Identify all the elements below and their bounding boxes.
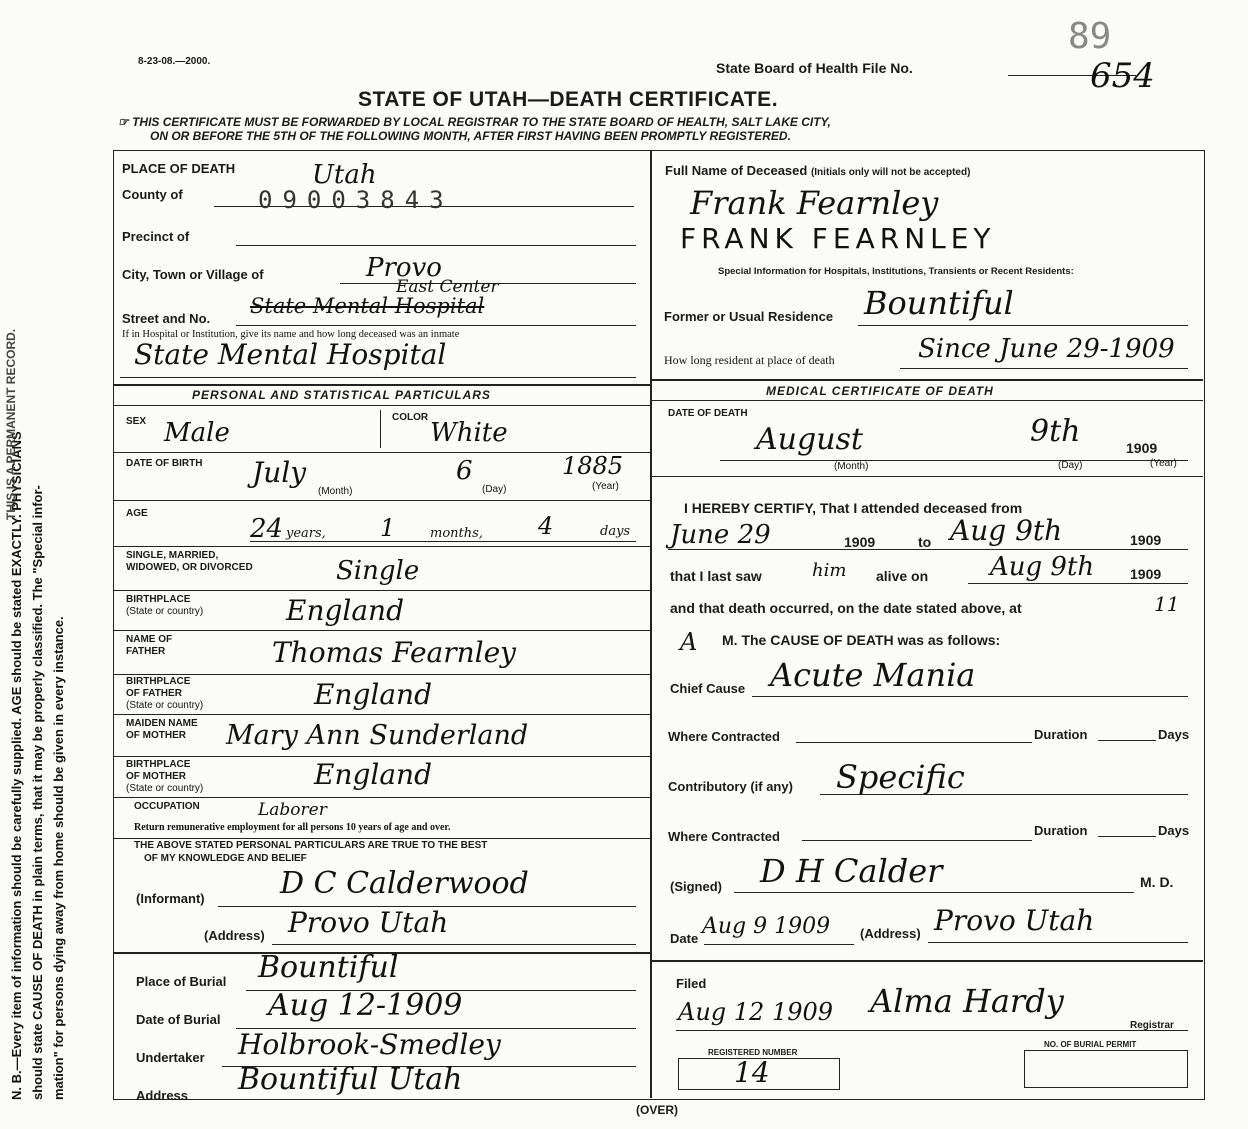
death-occurred-text: and that death occurred, on the date stated above, at bbox=[670, 600, 1022, 616]
death-year-caption: (Year) bbox=[1150, 458, 1177, 469]
attended-to-value: Aug 9th bbox=[950, 514, 1063, 547]
registrar-label: Registrar bbox=[1130, 1020, 1174, 1031]
mother-bp-label-1: BIRTHPLACE bbox=[126, 759, 191, 770]
institution-value: State Mental Hospital bbox=[134, 338, 447, 371]
personal-heading: PERSONAL AND STATISTICAL PARTICULARS bbox=[192, 388, 491, 402]
mother-bp-value: England bbox=[314, 758, 433, 791]
death-day-caption: (Day) bbox=[1058, 460, 1083, 471]
death-year-value: 1909 bbox=[1126, 440, 1158, 456]
cert-address-value: Provo Utah bbox=[934, 904, 1095, 937]
informant-address-value: Provo Utah bbox=[288, 906, 449, 939]
where-contracted-1-label: Where Contracted bbox=[668, 729, 780, 744]
occupation-note: Return remunerative employment for all persons 10 years of age and over. bbox=[134, 822, 451, 833]
days-1-label: Days bbox=[1158, 727, 1190, 742]
dob-year-caption: (Year) bbox=[592, 481, 619, 492]
attended-to-year: 1909 bbox=[1130, 532, 1162, 548]
father-bp-label-1: BIRTHPLACE bbox=[126, 676, 191, 687]
duration-1-label: Duration bbox=[1034, 727, 1088, 742]
reg-number-label: REGISTERED NUMBER bbox=[708, 1048, 798, 1057]
color-value: White bbox=[430, 418, 508, 448]
deceased-name-label: Full Name of Deceased (Initials only will not be accepted) bbox=[665, 163, 971, 178]
deceased-name-written: Frank Fearnley bbox=[690, 184, 939, 222]
contributory-value: Specific bbox=[836, 758, 965, 796]
margin-instructions bbox=[6, 431, 69, 1100]
reg-number-value: 14 bbox=[734, 1056, 770, 1089]
instruction-line-2: ON OR BEFORE THE 5TH OF THE FOLLOWING MONTH, AFTER FIRST HAVING BEEN PROMPTLY REGISTERED. bbox=[150, 129, 791, 143]
sex-label: SEX bbox=[126, 416, 147, 427]
chief-cause-label: Chief Cause bbox=[670, 681, 746, 696]
birthplace-label-2: (State or country) bbox=[126, 606, 204, 617]
burial-date-value: Aug 12-1909 bbox=[268, 988, 463, 1023]
birthplace-value: England bbox=[286, 594, 405, 627]
father-label-2: FATHER bbox=[126, 646, 166, 657]
instruction-line-1: ☞ THIS CERTIFICATE MUST BE FORWARDED BY LOCAL REGISTRAR TO THE STATE BOARD OF HEALTH, SALT LAKE CITY, bbox=[118, 115, 831, 129]
alive-on-label: alive on bbox=[876, 568, 929, 584]
occupation-value: Laborer bbox=[258, 800, 327, 820]
former-residence-label: Former or Usual Residence bbox=[664, 309, 834, 324]
last-saw-year: 1909 bbox=[1130, 566, 1162, 582]
to-label: to bbox=[918, 534, 932, 550]
age-days: 4 bbox=[538, 512, 554, 540]
father-value: Thomas Fearnley bbox=[272, 636, 517, 669]
undertaker-address-value: Bountiful Utah bbox=[238, 1062, 463, 1097]
page-stamp: 89 bbox=[1068, 16, 1112, 57]
attest-line-1: THE ABOVE STATED PERSONAL PARTICULARS ARE TRUE TO THE BEST bbox=[134, 840, 488, 851]
father-bp-value: England bbox=[314, 678, 433, 711]
certify-text: I HEREBY CERTIFY, That I attended deceased from bbox=[684, 500, 1023, 516]
street-label: Street and No. bbox=[122, 311, 211, 326]
death-hour-value: 11 bbox=[1154, 592, 1180, 616]
death-month-caption: (Month) bbox=[834, 461, 869, 472]
age-months: 1 bbox=[380, 514, 396, 542]
inmate-note: If in Hospital or Institution, give its name and how long deceased was an inmate bbox=[122, 329, 460, 340]
attended-from-year: 1909 bbox=[844, 534, 876, 550]
undertaker-label: Undertaker bbox=[136, 1050, 205, 1065]
file-no-value: 654 bbox=[1090, 56, 1155, 96]
signed-value: D H Calder bbox=[760, 852, 943, 890]
days-2-label: Days bbox=[1158, 823, 1190, 838]
last-saw-label: that I last saw bbox=[670, 568, 762, 584]
street-value: State Mental Hospital bbox=[250, 294, 485, 318]
precinct-label: Precinct of bbox=[122, 229, 190, 244]
color-label: COLOR bbox=[392, 412, 429, 423]
chief-cause-value: Acute Mania bbox=[770, 656, 976, 694]
medical-heading: MEDICAL CERTIFICATE OF DEATH bbox=[766, 384, 994, 398]
cert-address-label: (Address) bbox=[860, 926, 921, 941]
last-saw-pronoun: him bbox=[812, 560, 847, 581]
age-months-caption: months, bbox=[430, 526, 483, 541]
mother-label-2: OF MOTHER bbox=[126, 730, 186, 741]
age-years-caption: years, bbox=[286, 526, 326, 541]
margin-line-1: N. B.—Every item of information should be carefully supplied. AGE should be stated EXACTLY. PHYSICIANS bbox=[9, 431, 24, 1100]
dob-month-caption: (Month) bbox=[318, 486, 353, 497]
stamp-number: 09003843 bbox=[258, 186, 454, 214]
age-days-caption: days bbox=[600, 524, 631, 539]
father-bp-label-3: (State or country) bbox=[126, 700, 204, 711]
dob-label: DATE OF BIRTH bbox=[126, 458, 203, 469]
mother-bp-label-2: OF MOTHER bbox=[126, 771, 186, 782]
informant-value: D C Calderwood bbox=[280, 866, 529, 901]
duration-2-label: Duration bbox=[1034, 823, 1088, 838]
street-correction: East Center bbox=[396, 277, 499, 297]
where-contracted-2-label: Where Contracted bbox=[668, 829, 780, 844]
death-meridiem-value: A bbox=[680, 628, 698, 656]
cert-date-value: Aug 9 1909 bbox=[702, 914, 831, 939]
burial-place-value: Bountiful bbox=[258, 950, 399, 985]
filed-label: Filed bbox=[676, 976, 707, 991]
birthplace-label-1: BIRTHPLACE bbox=[126, 594, 191, 605]
filed-value: Aug 12 1909 bbox=[678, 998, 834, 1026]
over-label: (OVER) bbox=[636, 1103, 678, 1117]
mother-bp-label-3: (State or country) bbox=[126, 783, 204, 794]
informant-label: (Informant) bbox=[136, 891, 205, 906]
dob-day-caption: (Day) bbox=[482, 484, 507, 495]
informant-address-label: (Address) bbox=[204, 928, 265, 943]
undertaker-value: Holbrook-Smedley bbox=[238, 1028, 501, 1061]
age-years: 24 bbox=[250, 514, 284, 544]
how-long-value: Since June 29-1909 bbox=[918, 334, 1175, 364]
permanent-record-note: THIS IS A PERMANENT RECORD. bbox=[4, 328, 18, 520]
center-divider bbox=[650, 150, 652, 1098]
cert-date-label: Date bbox=[670, 931, 699, 946]
file-no-label: State Board of Health File No. bbox=[716, 60, 913, 76]
county-label: County of bbox=[122, 187, 183, 202]
how-long-label: How long resident at place of death bbox=[664, 353, 835, 367]
age-label: AGE bbox=[126, 508, 148, 519]
dob-month: July bbox=[252, 456, 307, 489]
father-bp-label-2: OF FATHER bbox=[126, 688, 182, 699]
last-saw-value: Aug 9th bbox=[990, 552, 1095, 582]
mother-value: Mary Ann Sunderland bbox=[226, 720, 529, 751]
registrar-signature: Alma Hardy bbox=[870, 982, 1064, 1020]
margin-line-3: mation" for persons dying away from home should be given in every instance. bbox=[51, 616, 66, 1100]
deceased-name-printed: FRANK FEARNLEY bbox=[680, 222, 996, 255]
father-label-1: NAME OF bbox=[126, 634, 173, 645]
dob-year: 1885 bbox=[562, 452, 624, 480]
dob-day: 6 bbox=[456, 456, 473, 486]
place-of-death-heading: PLACE OF DEATH bbox=[122, 161, 236, 176]
burial-place-label: Place of Burial bbox=[136, 974, 227, 989]
city-value: Provo bbox=[366, 253, 442, 283]
city-label: City, Town or Village of bbox=[122, 267, 264, 282]
date-of-death-label: DATE OF DEATH bbox=[668, 408, 748, 419]
occupation-label: OCCUPATION bbox=[134, 801, 200, 812]
death-month-value: August bbox=[756, 422, 863, 457]
attest-line-2: OF MY KNOWLEDGE AND BELIEF bbox=[144, 853, 307, 864]
marital-value: Single bbox=[336, 556, 420, 586]
undertaker-address-label: Address bbox=[136, 1088, 189, 1103]
death-day-value: 9th bbox=[1030, 414, 1081, 449]
mother-label-1: MAIDEN NAME bbox=[126, 718, 198, 729]
former-residence-value: Bountiful bbox=[864, 284, 1014, 322]
marital-label-2: WIDOWED, OR DIVORCED bbox=[126, 562, 253, 573]
form-code: 8-23-08.—2000. bbox=[138, 56, 211, 67]
special-info-label: Special Information for Hospitals, Institutions, Transients or Recent Residents: bbox=[718, 266, 1074, 277]
certificate-title: STATE OF UTAH—DEATH CERTIFICATE. bbox=[358, 88, 779, 111]
cause-intro: M. The CAUSE OF DEATH was as follows: bbox=[722, 632, 1001, 648]
county-value: Utah bbox=[312, 160, 377, 190]
sex-value: Male bbox=[164, 418, 230, 448]
margin-line-2: should state CAUSE OF DEATH in plain terms, that it may be properly classified. The "Special infor- bbox=[30, 485, 45, 1100]
md-label: M. D. bbox=[1140, 874, 1174, 890]
signed-label: (Signed) bbox=[670, 879, 722, 894]
burial-permit-box bbox=[1024, 1050, 1188, 1088]
contributory-label: Contributory (if any) bbox=[668, 779, 793, 794]
burial-date-label: Date of Burial bbox=[136, 1012, 221, 1027]
burial-permit-label: NO. OF BURIAL PERMIT bbox=[1044, 1040, 1137, 1049]
marital-label-1: SINGLE, MARRIED, bbox=[126, 550, 219, 561]
attended-from-value: June 29 bbox=[670, 520, 771, 550]
